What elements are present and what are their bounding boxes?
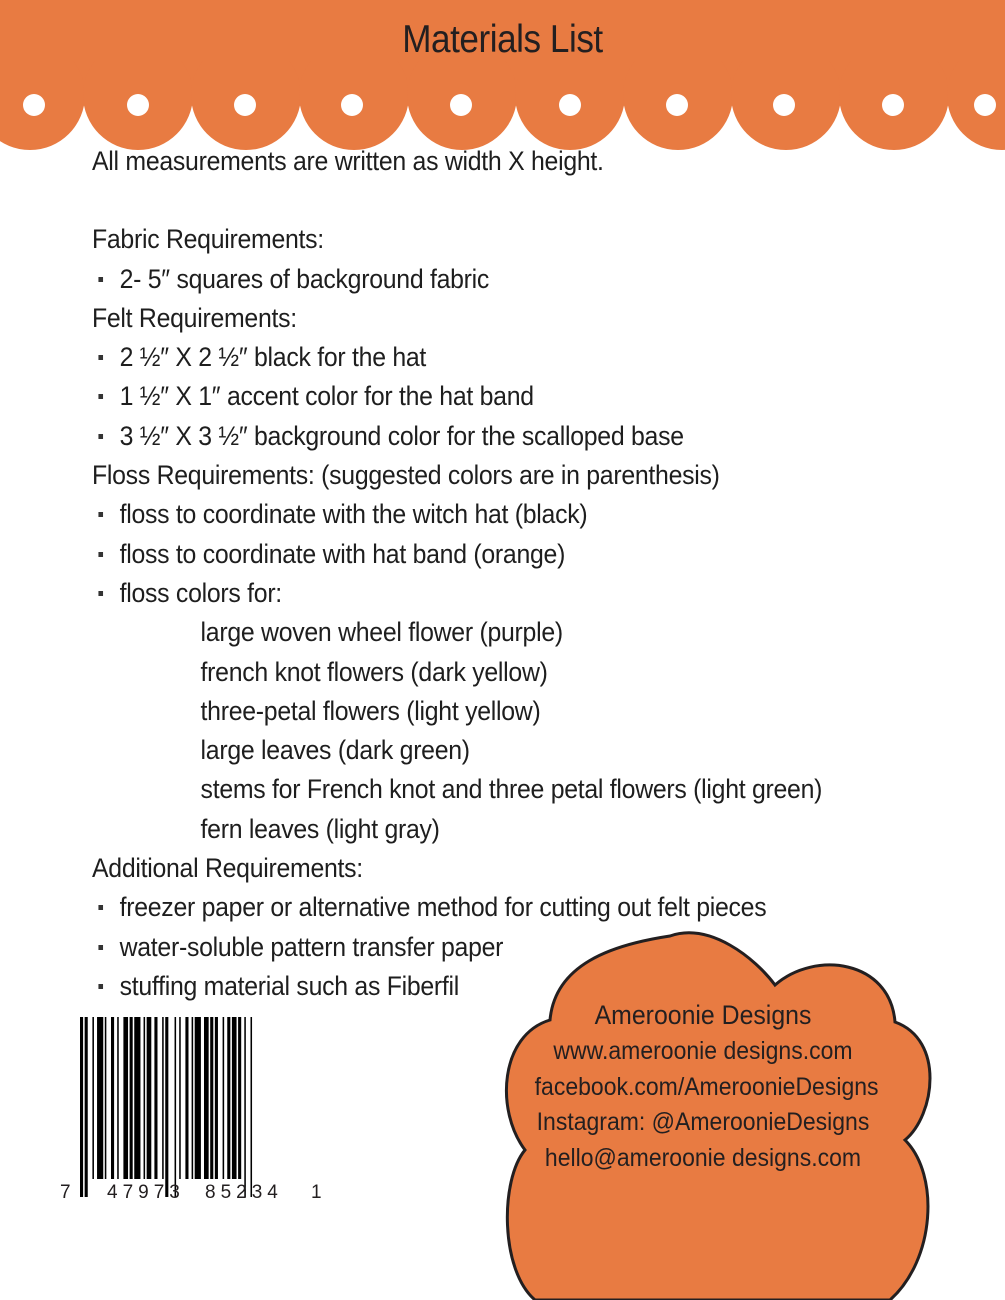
barcode-bar [223, 1017, 225, 1179]
sub-list-item: french knot flowers (dark yellow) [200, 656, 548, 687]
list-item [92, 888, 902, 927]
barcode-bar [80, 1017, 83, 1197]
barcode-digits-group2: 85234 [205, 1182, 283, 1203]
list-item-text: floss to coordinate with the witch hat (black) [119, 499, 588, 530]
barcode-bar [244, 1017, 246, 1197]
page-title: Materials List [402, 18, 603, 61]
sub-list-item: fern leaves (light gray) [200, 813, 440, 844]
barcode-bar [195, 1017, 201, 1179]
barcode-bar [192, 1017, 194, 1179]
barcode-bar [185, 1017, 188, 1179]
barcode-bar [162, 1017, 164, 1179]
bullet-icon [98, 355, 103, 360]
barcode-bar [179, 1017, 181, 1179]
barcode-bar [175, 1017, 177, 1197]
barcode [80, 1017, 320, 1202]
barcode-bar [227, 1017, 230, 1179]
list-item-text: 3 ½″ X 3 ½″ background color for the scalloped base [119, 420, 684, 451]
list-item [92, 495, 902, 534]
list-item-text: 2 ½″ X 2 ½″ black for the hat [119, 342, 427, 373]
bullet-icon [98, 945, 103, 950]
sub-list-item: large woven wheel flower (purple) [200, 617, 563, 648]
barcode-bar [210, 1017, 213, 1179]
additional-heading: Additional Requirements: [92, 853, 363, 884]
barcode-bar [251, 1017, 253, 1197]
floss-heading: Floss Requirements: (suggested colors are in parenthesis) [92, 460, 720, 491]
barcode-bar [123, 1017, 128, 1179]
barcode-bar [134, 1017, 140, 1179]
barcode-bar [147, 1017, 152, 1179]
email-address: hello@ameroonie designs.com [544, 1144, 862, 1173]
barcode-bar [105, 1017, 107, 1179]
barcode-digit-right: 1 [311, 1182, 322, 1203]
bullet-icon [98, 434, 103, 439]
bullet-icon [98, 552, 103, 557]
fabric-heading: Fabric Requirements: [92, 224, 324, 255]
list-item-text: 2- 5″ squares of background fabric [119, 263, 490, 294]
bullet-icon [98, 277, 103, 282]
barcode-bar [215, 1017, 218, 1179]
list-item [92, 260, 902, 299]
barcode-bar [111, 1017, 114, 1179]
instagram-handle: Instagram: @AmeroonieDesigns [536, 1108, 870, 1137]
intro-text: All measurements are written as width X height. [92, 146, 604, 176]
list-item-text: 1 ½″ X 1″ accent color for the hat band [119, 381, 534, 412]
barcode-bar [232, 1017, 237, 1179]
list-item-text: stuffing material such as Fiberfil [119, 970, 460, 1001]
sub-list-item: three-petal flowers (light yellow) [200, 695, 541, 726]
list-item-text: freezer paper or alternative method for cutting out felt pieces [119, 892, 767, 923]
sub-list-item: stems for French knot and three petal flowers (light green) [200, 774, 823, 805]
materials-content [92, 142, 972, 1006]
bullet-icon [98, 394, 103, 399]
barcode-bar [154, 1017, 157, 1179]
barcode-bar [117, 1017, 119, 1179]
sub-list-item: large leaves (dark green) [200, 735, 470, 766]
list-item [92, 535, 902, 574]
list-item [92, 417, 902, 456]
website-link: www.ameroonie designs.com [553, 1037, 853, 1065]
barcode-digit-left: 7 [60, 1182, 71, 1203]
spacer [92, 181, 972, 220]
contact-info [520, 996, 886, 1177]
list-item-text: floss to coordinate with hat band (orange) [119, 538, 566, 569]
list-item [92, 338, 902, 377]
barcode-bar [85, 1017, 88, 1197]
felt-heading: Felt Requirements: [92, 302, 297, 333]
barcode-bar [204, 1017, 209, 1179]
barcode-bar [238, 1017, 241, 1179]
bullet-icon [98, 512, 103, 517]
barcode-bar [144, 1017, 146, 1179]
list-item-text: water-soluble pattern transfer paper [119, 931, 504, 962]
bullet-icon [98, 984, 103, 989]
barcode-bar [130, 1017, 133, 1179]
list-item-text: floss colors for: [119, 577, 282, 608]
bullet-icon [98, 905, 103, 910]
brand-name: Ameroonie Designs [594, 1000, 812, 1030]
list-item [92, 377, 902, 416]
barcode-bar [92, 1017, 94, 1179]
barcode-digits-group1: 47973 [107, 1182, 185, 1203]
barcode-bar [97, 1017, 103, 1179]
facebook-link: facebook.com/AmeroonieDesigns [534, 1072, 879, 1101]
list-item [92, 574, 902, 613]
barcode-bar [165, 1017, 168, 1197]
bullet-icon [98, 591, 103, 596]
